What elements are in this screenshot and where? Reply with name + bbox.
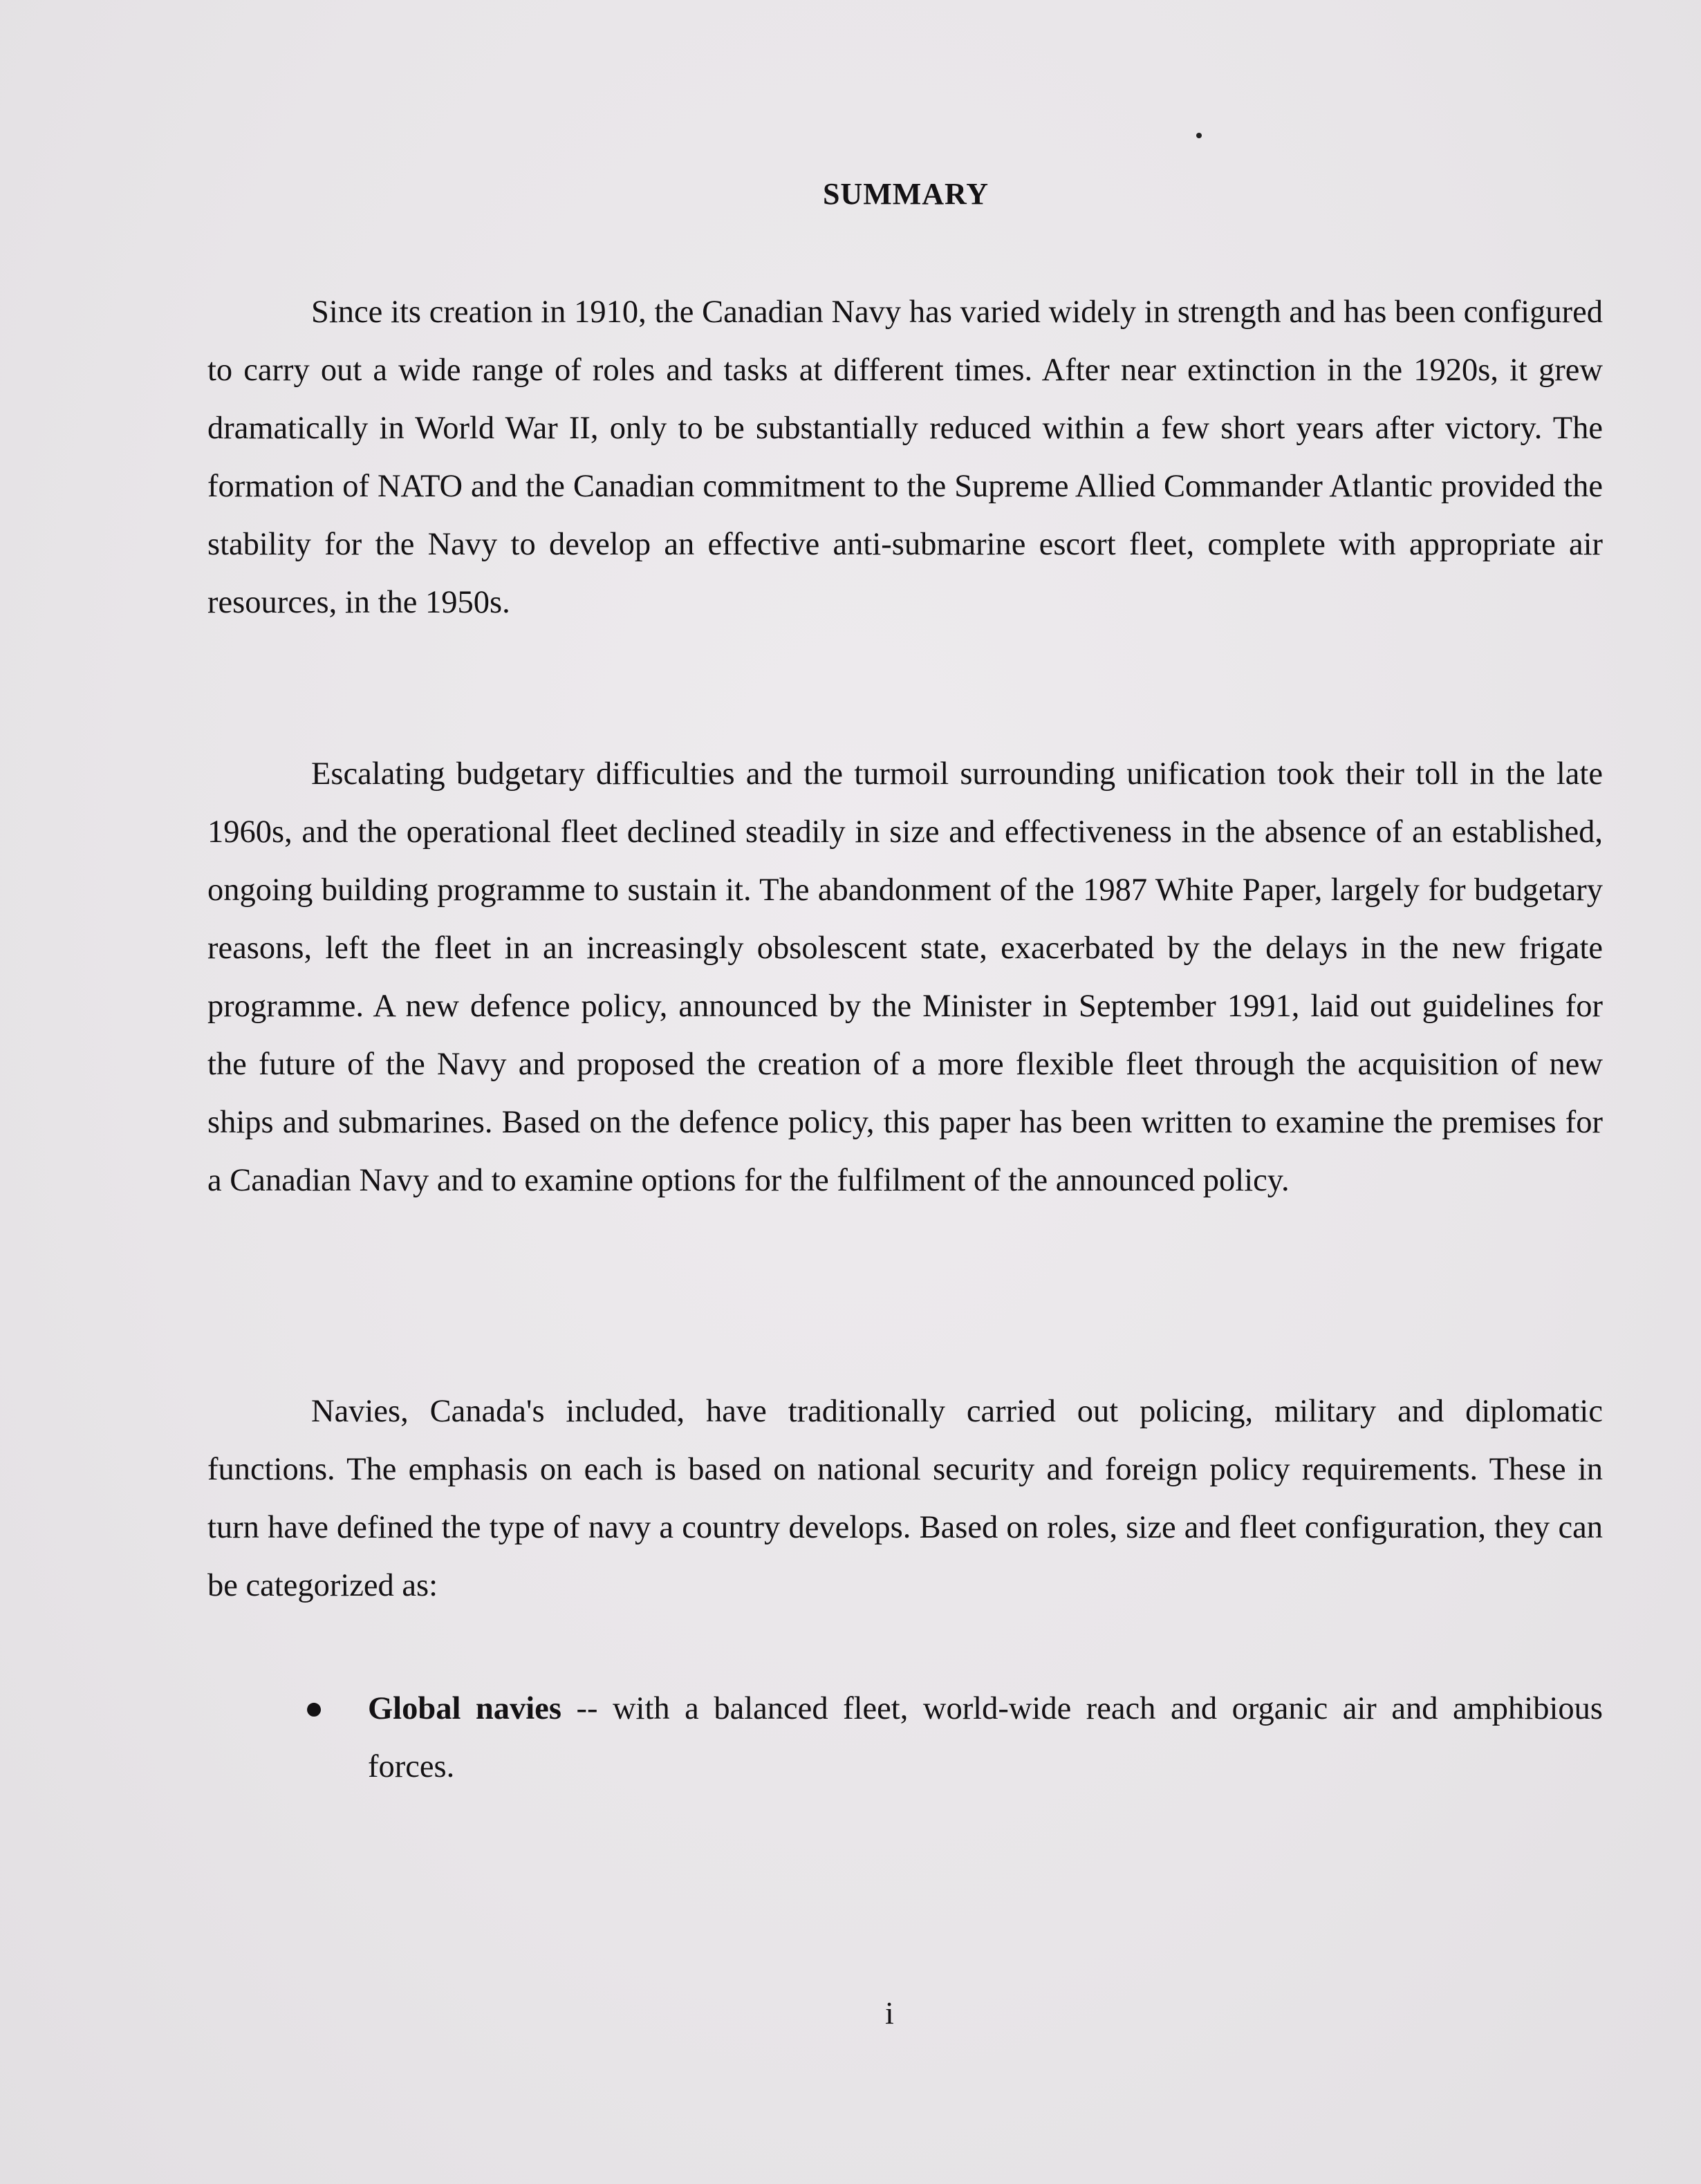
list-item-global-navies xyxy=(207,1680,1603,1796)
bullet-icon: ● xyxy=(304,1691,324,1726)
ink-speck xyxy=(1196,133,1202,138)
paragraph-functions: Navies, Canada's included, have traditionally carried out policing, military and diplomatic functions. The emphasis on each is based on national security and foreign policy requirements. These in turn have defined the type of navy a country develops. Based on roles, size and fleet configuration, they can be categorized as: xyxy=(207,1394,1603,1603)
paragraph-history: Since its creation in 1910, the Canadian Navy has varied widely in strength and has been configured to carry out a wide range of roles and tasks at different times. After near extinction in the 1920s, it grew dramatically in World War II, only to be substantially reduced within a few short years after victory. The formation of NATO and the Canadian commitment to the Supreme Allied Commander Atlantic provided the stability for the Navy to develop an effective anti-submarine escort fleet, complete with appropriate air resources, in the 1950s. xyxy=(207,295,1603,620)
bullet-term: Global navies xyxy=(368,1691,561,1726)
paragraph-decline: Escalating budgetary difficulties and the turmoil surrounding unification took their toll in the late 1960s, and the operational fleet declined steadily in size and effectiveness in the absence of an established, ongoing building programme to sustain it. The abandonment of the 1987 White Paper, largely for budgetary reasons, left the fleet in an increasingly obsolescent state, exacerbated by the delays in the new frigate programme. A new defence policy, announced by the Minister in September 1991, laid out guidelines for the future of the Navy and proposed the creation of a more flexible fleet through the acquisition of new ships and submarines. Based on the defence policy, this paper has been written to examine the premises for a Canadian Navy and to examine options for the fulfilment of the announced policy. xyxy=(207,756,1603,1198)
page-number: i xyxy=(885,1995,894,2031)
bullet-text xyxy=(368,1680,1603,1796)
page-title: SUMMARY xyxy=(822,177,989,211)
bullet-description: -- with a balanced fleet, world-wide reach and organic air and amphibious forces. xyxy=(368,1691,1603,1784)
